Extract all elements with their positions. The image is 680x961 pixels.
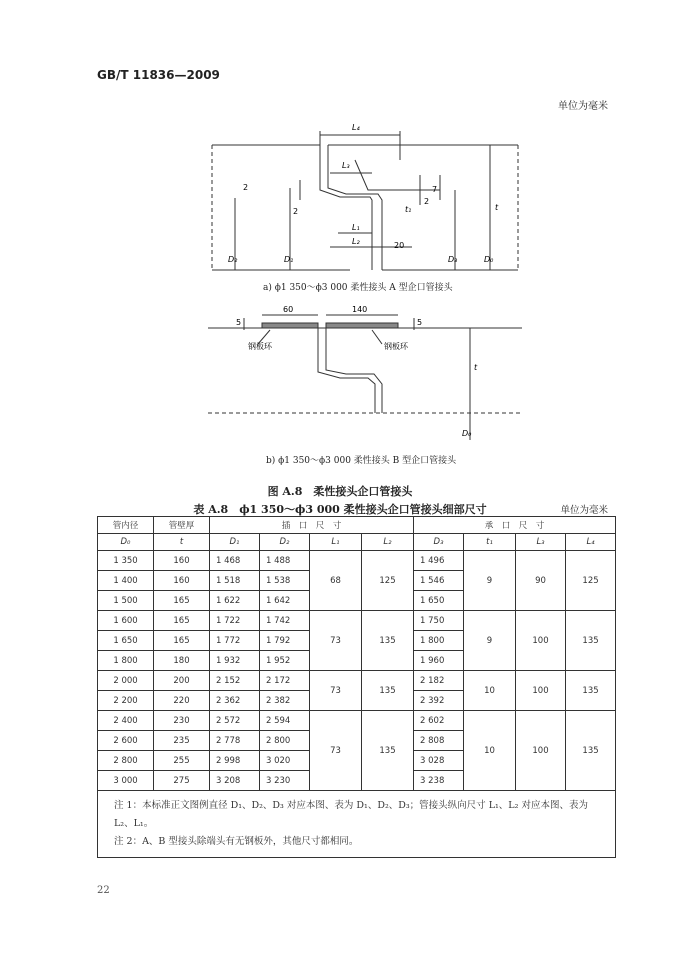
dim-D2: D₂ — [228, 255, 238, 264]
table-cell: 9 — [464, 611, 516, 671]
table-cell: 1 650 — [98, 631, 154, 651]
table-cell: 10 — [464, 711, 516, 791]
table-cell: 135 — [566, 671, 616, 711]
table-row — [98, 551, 616, 571]
ring-label-left: 钢板环 — [248, 342, 272, 351]
table-cell: 1 800 — [98, 651, 154, 671]
table-cell: 1 400 — [98, 571, 154, 591]
dim-D3: D₃ — [448, 255, 458, 264]
table-cell: 165 — [154, 591, 210, 611]
table-cell: 3 230 — [260, 771, 310, 791]
table-cell: 1 722 — [210, 611, 260, 631]
th-D3: D₃ — [414, 534, 464, 551]
dim-D0: D₀ — [484, 255, 494, 264]
th-spigot: 插 口 尺 寸 — [210, 517, 414, 534]
dim-2a: 2 — [243, 183, 249, 192]
th-t: t — [154, 534, 210, 551]
table-cell: 73 — [310, 711, 362, 791]
dim-L1: L₁ — [352, 223, 360, 232]
th-socket: 承 口 尺 寸 — [414, 517, 616, 534]
table-cell: 2 998 — [210, 751, 260, 771]
th-L4: L₄ — [566, 534, 616, 551]
table-cell: 3 238 — [414, 771, 464, 791]
table-cell: 1 496 — [414, 551, 464, 571]
table-cell: 2 778 — [210, 731, 260, 751]
table-cell: 100 — [516, 711, 566, 791]
dim-t-b: t — [474, 363, 478, 372]
unit-note: 单位为毫米 — [558, 101, 608, 112]
table-cell: 220 — [154, 691, 210, 711]
table-cell: 165 — [154, 611, 210, 631]
table-cell: 1 642 — [260, 591, 310, 611]
table-cell: 235 — [154, 731, 210, 751]
dim-5b: 5 — [417, 318, 423, 327]
dim-D1: D₁ — [284, 255, 294, 264]
table-title: 表 A.8 ϕ1 350～ϕ3 000 柔性接头企口管接头细部尺寸 — [193, 503, 487, 516]
table-cell: 1 518 — [210, 571, 260, 591]
table-cell: 1 600 — [98, 611, 154, 631]
dim-D0-b: D₀ — [462, 429, 472, 438]
table-cell: 2 602 — [414, 711, 464, 731]
th-L1: L₁ — [310, 534, 362, 551]
table-cell: 1 488 — [260, 551, 310, 571]
dim-t: t — [495, 203, 499, 212]
figure-a-caption: a) ϕ1 350～ϕ3 000 柔性接头 A 型企口管接头 — [263, 283, 453, 293]
dim-2b: 2 — [293, 207, 299, 216]
table-cell: 1 350 — [98, 551, 154, 571]
table-cell: 230 — [154, 711, 210, 731]
table-cell: 200 — [154, 671, 210, 691]
table-row — [98, 711, 616, 731]
table-cell: 125 — [362, 551, 414, 611]
table-cell: 1 742 — [260, 611, 310, 631]
table-cell: 135 — [362, 671, 414, 711]
table-cell: 2 808 — [414, 731, 464, 751]
table-cell: 2 382 — [260, 691, 310, 711]
dim-7: 7 — [432, 185, 438, 194]
table-unit-note: 单位为毫米 — [560, 505, 608, 516]
table-cell: 73 — [310, 671, 362, 711]
table-cell: 135 — [566, 611, 616, 671]
table-cell: 1 960 — [414, 651, 464, 671]
note-2: 注 2：A、B 型接头除端头有无钢板外，其他尺寸都相同。 — [114, 836, 359, 847]
table-cell: 90 — [516, 551, 566, 611]
table-cell: 2 182 — [414, 671, 464, 691]
table-cell: 73 — [310, 611, 362, 671]
figure-title: 图 A.8 柔性接头企口管接头 — [267, 485, 413, 498]
table-cell: 160 — [154, 551, 210, 571]
dim-L2: L₂ — [352, 237, 360, 246]
table-cell: 165 — [154, 631, 210, 651]
page-number: 22 — [97, 885, 110, 896]
table-cell: 1 546 — [414, 571, 464, 591]
table-cell: 1 538 — [260, 571, 310, 591]
th-D1: D₁ — [210, 534, 260, 551]
dim-L4: L₄ — [352, 123, 360, 132]
table-cell: 68 — [310, 551, 362, 611]
table-cell: 2 800 — [260, 731, 310, 751]
table-cell: 1 500 — [98, 591, 154, 611]
table-cell: 2 362 — [210, 691, 260, 711]
table-cell: 2 200 — [98, 691, 154, 711]
table-row — [98, 611, 616, 631]
table-cell: 2 400 — [98, 711, 154, 731]
table-cell: 1 792 — [260, 631, 310, 651]
dim-t1: t₁ — [405, 205, 412, 214]
table-cell: 100 — [516, 611, 566, 671]
table-cell: 1 772 — [210, 631, 260, 651]
ring-label-right: 钢板环 — [384, 342, 408, 351]
table-cell: 2 572 — [210, 711, 260, 731]
dim-20: 20 — [394, 241, 405, 250]
table-cell: 275 — [154, 771, 210, 791]
th-inner-diameter: 管内径 — [98, 517, 154, 534]
table-cell: 100 — [516, 671, 566, 711]
figure-b-caption: b) ϕ1 350～ϕ3 000 柔性接头 B 型企口管接头 — [266, 456, 457, 466]
dim-L3: L₃ — [342, 161, 350, 170]
table-notes — [98, 791, 616, 858]
table-cell: 1 932 — [210, 651, 260, 671]
table-cell: 125 — [566, 551, 616, 611]
table-cell: 180 — [154, 651, 210, 671]
th-D0: D₀ — [98, 534, 154, 551]
table-cell: 3 020 — [260, 751, 310, 771]
table-cell: 1 650 — [414, 591, 464, 611]
dim-140: 140 — [352, 305, 368, 314]
table-cell: 3 000 — [98, 771, 154, 791]
table-cell: 135 — [362, 611, 414, 671]
th-D2: D₂ — [260, 534, 310, 551]
th-t1: t₁ — [464, 534, 516, 551]
table-cell: 1 622 — [210, 591, 260, 611]
table-cell: 1 952 — [260, 651, 310, 671]
note-1: 注 1：本标准正文图例直径 D₁、D₂、D₃ 对应本图、表为 D₁、D₂、D₃；管接头纵向尺寸 L₁、L₂ 对应本图、表为 L₂、L₁。 — [114, 800, 588, 829]
table-cell: 1 750 — [414, 611, 464, 631]
table-cell: 135 — [362, 711, 414, 791]
dim-5a: 5 — [236, 318, 242, 327]
table-row — [98, 671, 616, 691]
table-cell: 3 028 — [414, 751, 464, 771]
table-cell: 255 — [154, 751, 210, 771]
th-wall-thickness: 管壁厚 — [154, 517, 210, 534]
dimensions-table — [97, 516, 616, 858]
dim-2c: 2 — [424, 197, 430, 206]
table-cell: 160 — [154, 571, 210, 591]
th-L2: L₂ — [362, 534, 414, 551]
table-cell: 2 594 — [260, 711, 310, 731]
table-cell: 1 800 — [414, 631, 464, 651]
table-cell: 10 — [464, 671, 516, 711]
table-cell: 2 600 — [98, 731, 154, 751]
table-cell: 3 208 — [210, 771, 260, 791]
table-cell: 2 152 — [210, 671, 260, 691]
table-cell: 9 — [464, 551, 516, 611]
table-cell: 1 468 — [210, 551, 260, 571]
table-cell: 2 000 — [98, 671, 154, 691]
table-cell: 2 800 — [98, 751, 154, 771]
table-cell: 2 392 — [414, 691, 464, 711]
th-L3: L₃ — [516, 534, 566, 551]
figure-a-drawing — [0, 0, 680, 470]
table-cell: 2 172 — [260, 671, 310, 691]
standard-header: GB/T 11836—2009 — [97, 68, 220, 82]
table-cell: 135 — [566, 711, 616, 791]
dim-60: 60 — [283, 305, 294, 314]
